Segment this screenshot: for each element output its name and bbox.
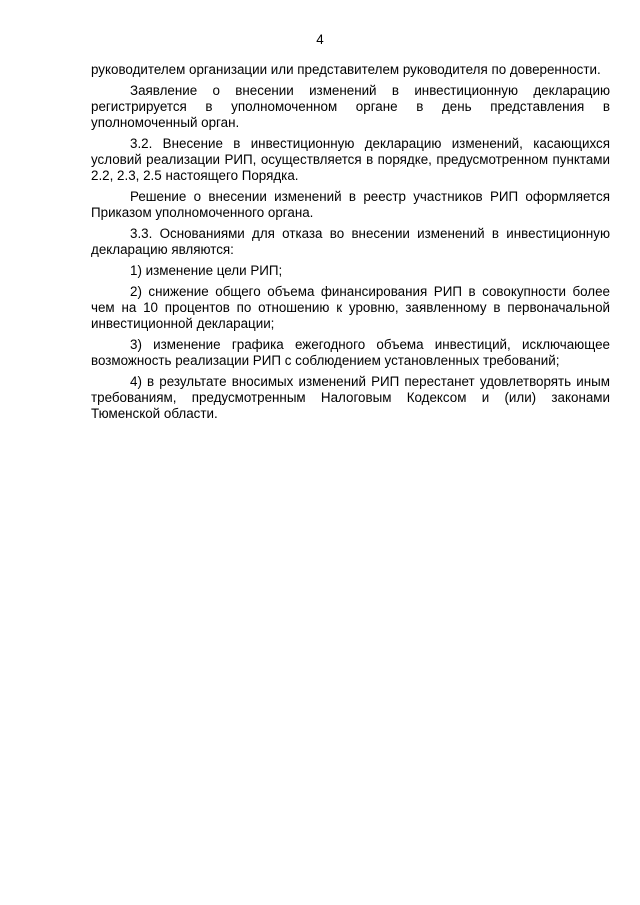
paragraph-3-2: 3.2. Внесение в инвестиционную декларацию изменений, касающихся условий реализации РИП, осуществляется в порядке, предусмотренном пунктами 2.2, 2.3, 2.5 настоящего Порядка. <box>91 136 610 183</box>
list-item-1: 1) изменение цели РИП; <box>130 263 283 278</box>
paragraph-registration: Заявление о внесении изменений в инвестиционную декларацию регистрируется в уполномоченном органе в день представления в уполномоченный орган. <box>91 83 610 130</box>
page-number: 4 <box>316 32 324 47</box>
list-item-4: 4) в результате вносимых изменений РИП перестанет удовлетворять иным требованиям, предусмотренным Налоговым Кодексом и (или) законами Тюменской области. <box>91 374 610 421</box>
list-item-2: 2) снижение общего объема финансирования РИП в совокупности более чем на 10 процентов по отношению к уровню, заявленному в первоначальной инвестиционной декларации; <box>91 284 610 331</box>
paragraph-3-3: 3.3. Основаниями для отказа во внесении изменений в инвестиционную декларацию являются: <box>91 226 610 257</box>
paragraph-registry-decision: Решение о внесении изменений в реестр участников РИП оформляется Приказом уполномоченного органа. <box>91 189 610 220</box>
list-item-3: 3) изменение графика ежегодного объема инвестиций, исключающее возможность реализации РИП с соблюдением установленных требований; <box>91 337 610 368</box>
paragraph-continuation: руководителем организации или представителем руководителя по доверенности. <box>91 62 601 77</box>
document-body <box>91 62 610 427</box>
